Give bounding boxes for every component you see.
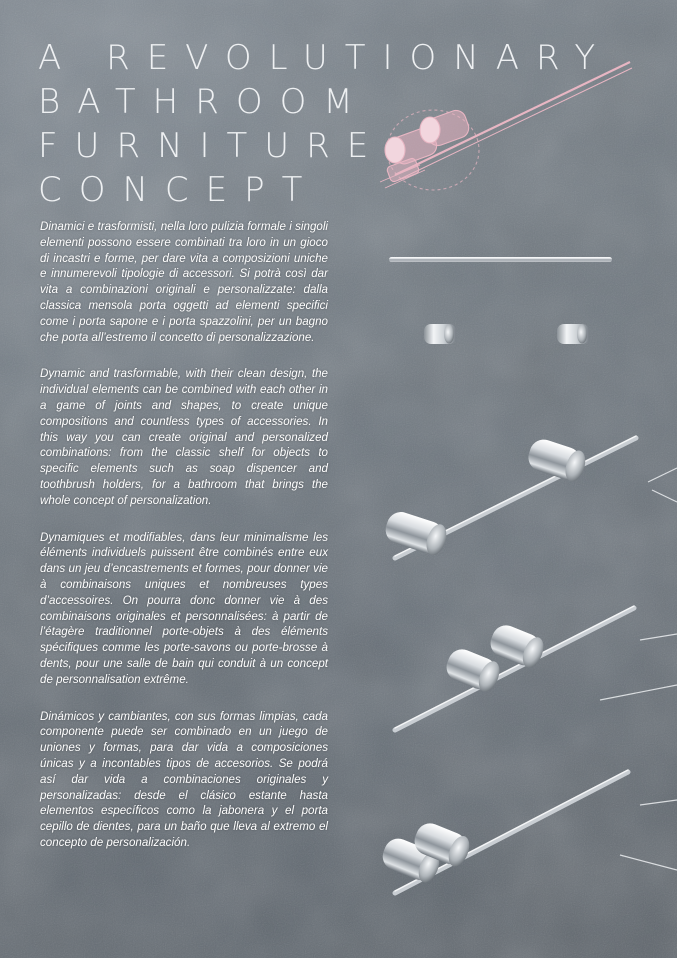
paragraph-spanish: Dinámicos y cambiantes, con sus formas limpias, cada componente puede ser combinado en un juego de uniones y formas, para dar vida a composiciones únicas y a incontables tipos de accesorios. Se podrá así dar vida a combinaciones originales y personalizadas: desde el clásico estante hasta elementos específicos como la jabonera y el porta cepillo de dientes, para un baño que lleva al extremo el concepto de personalización.: [40, 709, 328, 849]
assembly-two-holders-bottom: [378, 770, 628, 893]
title-line-3: FURNITURE: [38, 126, 386, 166]
connector-pieces: [424, 324, 589, 344]
paragraph-french: Dynamiques et modifiables, dans leur minimalisme les éléments individuels puissent être combinés entre eux dans un jeu d’encastrements et formes, pour donner vie à combinaisons uniques et nombreuses types d’accessoires. On pourra donc donner vie à des combinaisons originales et personnalisées: à partir de l’étagère traditionnel porte-objets à des éléments spécifiques comme les porte-savons ou porte-brosse à dents, pour une salle de bain qui conduit à un concept de personnalisation extrême.: [40, 530, 328, 686]
paragraph-english: Dynamic and trasformable, with their clean design, the individual elements can be combined with each other in a game of joints and shapes, to create unique compositions and countless types of accessories. In this way you can create original and personalized combinations: from the classic shelf for objects to specific elements such as soap dispencer and toothbrush holders, for a bathroom that brings the whole concept of personalization.: [40, 367, 328, 507]
title-line-4: CONCEPT: [38, 170, 320, 210]
rod-component: [389, 257, 612, 262]
assembly-two-holders-top: [382, 436, 636, 558]
connector-right: [557, 324, 589, 344]
sketch-drawing: [380, 62, 632, 190]
title-line-1: A REVOLUTIONARY: [38, 38, 613, 78]
title-line-2: BATHROOM: [38, 82, 370, 122]
paragraph-italian: Dinamici e trasformisti, nella loro pulizia formale i singoli elementi possono essere combinati tra loro in un gioco di incastri e forme, per dare vita a composizioni uniche e innumerevoli tipologie di accessori. Si potrà così dar vita a combinazioni originali e personalizzate: dalla classica mensola porta oggetti ad elementi specifici come i porta sapone e i porta spazzolini, per un bagno che porta all’estremo il concetto di personalizzazione.: [40, 220, 328, 344]
assembly-two-holders-middle: [395, 606, 634, 730]
connector-left: [424, 324, 456, 344]
